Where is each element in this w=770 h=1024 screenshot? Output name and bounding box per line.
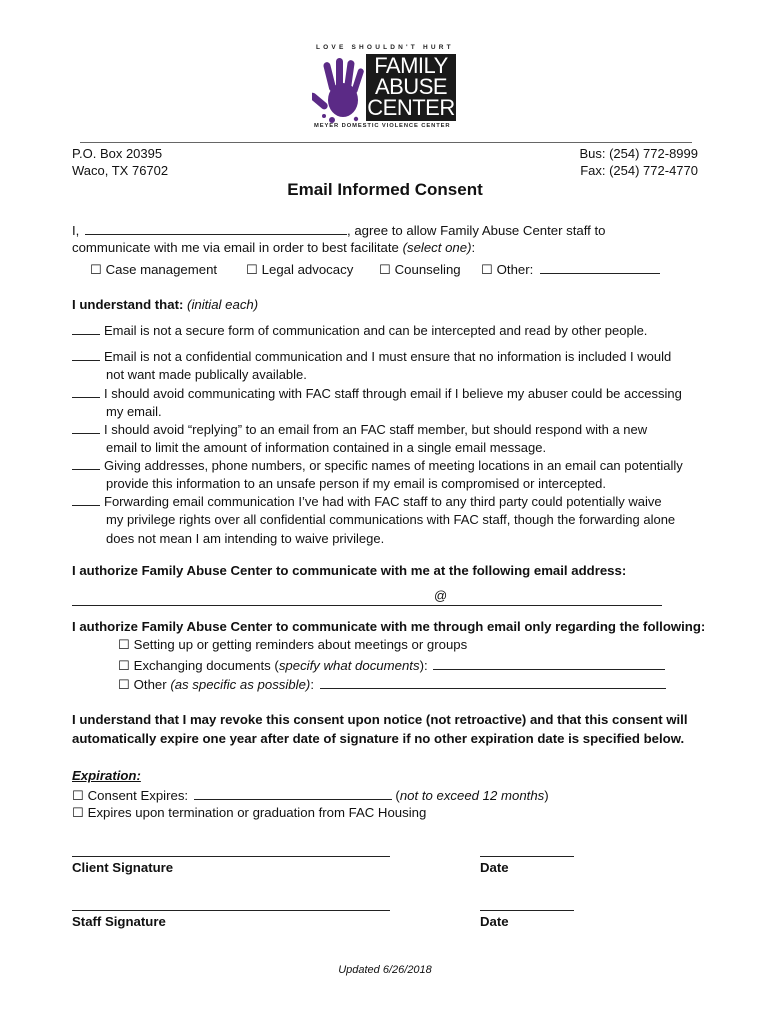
checkbox-icon[interactable]: ☐ <box>72 805 84 820</box>
understand-italic: (initial each) <box>187 297 259 312</box>
option-label: Setting up or getting reminders about meetings or groups <box>133 637 468 652</box>
option-label: Exchanging documents ( <box>133 658 279 673</box>
option-legal-advocacy[interactable] <box>246 261 379 279</box>
staff-date-line[interactable] <box>480 909 574 911</box>
initial-field[interactable] <box>72 420 100 434</box>
option-label: Expires upon termination or graduation from FAC Housing <box>87 805 427 820</box>
understand-heading <box>72 296 258 314</box>
item-text: Email is not a confidential communication and I must ensure that no information is included I would <box>104 349 672 364</box>
list-item <box>72 321 712 340</box>
regarding-option-meetings[interactable] <box>118 636 467 654</box>
intro-line2-italic: (select one) <box>402 240 472 255</box>
intro-agree-text: , agree to allow Family Abuse Center staff to <box>347 223 606 238</box>
client-signature-label: Client Signature <box>72 860 174 875</box>
item-text-cont: provide this information to an unsafe person if my email is compromised or intercepted. <box>106 476 607 492</box>
expiration-option-housing[interactable] <box>72 804 426 822</box>
intro-line2-colon: : <box>471 240 476 255</box>
authorize-email-label: I authorize Family Abuse Center to communicate with me at the following email address: <box>72 563 627 578</box>
logo-name-line2: ABUSE <box>374 74 448 99</box>
item-text: Forwarding email communication I’ve had with FAC staff to any third party could potentially waive <box>104 494 662 509</box>
hand-print-icon <box>312 56 374 126</box>
fax-phone: Fax: (254) 772-4770 <box>580 163 698 178</box>
expiration-option-date[interactable] <box>72 785 549 805</box>
address-line1: P.O. Box 20395 <box>72 146 163 161</box>
checkbox-icon[interactable]: ☐ <box>118 677 130 692</box>
item-text-cont: not want made publically available. <box>106 367 307 383</box>
item-text: I should avoid communicating with FAC staff through email if I believe my abuser could be accessing <box>104 386 682 401</box>
checkbox-icon[interactable]: ☐ <box>481 262 493 277</box>
other-regarding-field[interactable] <box>320 674 666 689</box>
item-text-cont: my email. <box>106 404 162 420</box>
authorize-regarding-label: I authorize Family Abuse Center to communicate with me through email only regarding the following: <box>72 619 706 634</box>
option-label: Other <box>133 677 167 692</box>
initial-field[interactable] <box>72 347 100 361</box>
list-item <box>72 492 712 548</box>
page-title: Email Informed Consent <box>287 180 483 199</box>
note-open: ( <box>395 788 400 803</box>
item-text: Giving addresses, phone numbers, or specific names of meeting locations in an email can potentially <box>104 458 683 473</box>
service-options <box>90 259 730 279</box>
revoke-line2: automatically expire one year after date of signature if no other expiration date is specified below. <box>72 731 685 746</box>
checkbox-icon[interactable]: ☐ <box>90 262 102 277</box>
understand-label: I understand that: <box>72 297 184 312</box>
list-item <box>72 456 712 494</box>
option-label-italic: specify what documents <box>278 658 420 673</box>
header-divider <box>80 142 692 143</box>
client-date-line[interactable] <box>480 855 574 857</box>
initial-field[interactable] <box>72 456 100 470</box>
staff-date-label: Date <box>480 914 509 929</box>
checkbox-icon[interactable]: ☐ <box>246 262 258 277</box>
checkbox-icon[interactable]: ☐ <box>118 658 130 673</box>
option-other[interactable] <box>481 259 660 279</box>
intro-line1 <box>72 220 712 240</box>
item-text: Email is not a secure form of communication and can be intercepted and read by other people. <box>104 323 648 338</box>
expiration-note: not to exceed 12 months <box>399 788 545 803</box>
name-field[interactable] <box>85 220 347 235</box>
client-date-label: Date <box>480 860 509 875</box>
other-service-field[interactable] <box>540 259 660 274</box>
logo-tagline: LOVE SHOULDN'T HURT <box>316 44 454 51</box>
logo-name-line3: CENTER <box>367 95 455 120</box>
option-label: Case management <box>105 262 218 277</box>
bus-phone: Bus: (254) 772-8999 <box>579 146 698 161</box>
checkbox-icon[interactable]: ☐ <box>72 788 84 803</box>
intro-line2-text: communicate with me via email in order to best facilitate <box>72 240 399 255</box>
revoke-line1: I understand that I may revoke this consent upon notice (not retroactive) and that this consent will <box>72 712 688 727</box>
checkbox-icon[interactable]: ☐ <box>379 262 391 277</box>
documents-field[interactable] <box>433 655 665 670</box>
list-item <box>72 384 712 422</box>
logo-name-line1: FAMILY <box>374 53 448 78</box>
staff-signature-label: Staff Signature <box>72 914 166 929</box>
logo-subtitle: MEYER DOMESTIC VIOLENCE CENTER <box>314 123 451 129</box>
list-item <box>72 420 712 458</box>
logo <box>300 40 470 132</box>
option-label: Consent Expires: <box>87 788 189 803</box>
logo-box <box>366 54 456 121</box>
initial-field[interactable] <box>72 492 100 506</box>
list-item <box>72 347 712 385</box>
intro-prefix: I, <box>72 223 80 238</box>
item-text-cont: email to limit the amount of information contained in a single email message. <box>106 440 547 456</box>
option-case-management[interactable] <box>90 261 246 279</box>
regarding-option-documents[interactable] <box>118 655 665 675</box>
address-line2: Waco, TX 76702 <box>72 163 169 178</box>
intro-line2 <box>72 239 712 257</box>
email-field[interactable] <box>72 589 662 606</box>
item-text-cont: does not mean I am intending to waive privilege. <box>106 530 385 546</box>
option-label-italic: (as specific as possible) <box>170 677 311 692</box>
item-text-cont: my privilege rights over all confidential communications with FAC staff, though the forwarding alone <box>106 512 676 528</box>
option-label-end: : <box>310 677 314 692</box>
checkbox-icon[interactable]: ☐ <box>118 637 130 652</box>
note-close: ) <box>544 788 549 803</box>
option-label: Legal advocacy <box>261 262 354 277</box>
option-label: Other: <box>496 262 534 277</box>
expiration-heading: Expiration: <box>72 768 141 783</box>
regarding-option-other[interactable] <box>118 674 666 694</box>
item-text: I should avoid “replying” to an email from an FAC staff member, but should respond with a new <box>104 422 648 437</box>
client-signature-line[interactable] <box>72 855 390 857</box>
option-counseling[interactable] <box>379 261 481 279</box>
option-label: Counseling <box>394 262 461 277</box>
initial-field[interactable] <box>72 384 100 398</box>
expiration-date-field[interactable] <box>194 785 392 800</box>
footer-updated: Updated 6/26/2018 <box>338 964 432 976</box>
staff-signature-line[interactable] <box>72 909 390 911</box>
option-label-end: ): <box>419 658 428 673</box>
initial-field[interactable] <box>72 321 100 335</box>
at-symbol: @ <box>434 588 448 603</box>
